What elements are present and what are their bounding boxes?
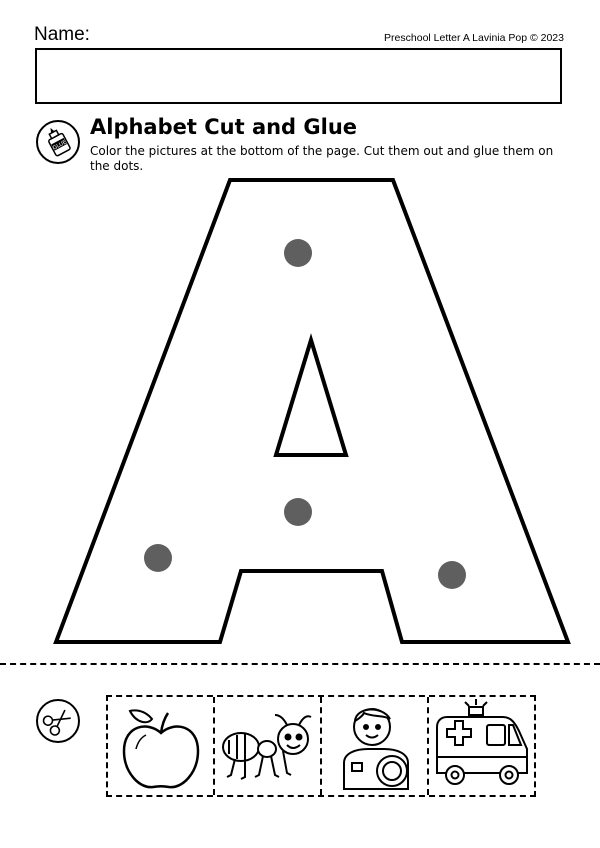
glue-dot[interactable] [284, 498, 312, 526]
activity-instructions: Color the pictures at the bottom of the page. Cut them out and glue them on the dots. [90, 144, 554, 173]
ambulance-picture[interactable] [429, 697, 534, 795]
credit-text: Preschool Letter A Lavinia Pop © 2023 [384, 32, 564, 44]
ant-picture[interactable] [215, 697, 322, 795]
apple-picture[interactable] [108, 697, 215, 795]
ant-icon [215, 697, 321, 795]
scissors-icon [36, 699, 80, 743]
activity-title: Alphabet Cut and Glue [90, 115, 358, 139]
glue-dot[interactable] [438, 561, 466, 589]
glue-label: GLUE [52, 139, 68, 152]
astronaut-picture[interactable] [322, 697, 429, 795]
glue-dot[interactable] [144, 544, 172, 572]
cut-line [0, 663, 600, 665]
glue-dot[interactable] [284, 239, 312, 267]
astronaut-icon [322, 697, 428, 795]
apple-icon [108, 697, 214, 795]
cutout-strip [106, 695, 536, 797]
name-label: Name: [34, 24, 90, 45]
ambulance-icon [429, 697, 535, 795]
